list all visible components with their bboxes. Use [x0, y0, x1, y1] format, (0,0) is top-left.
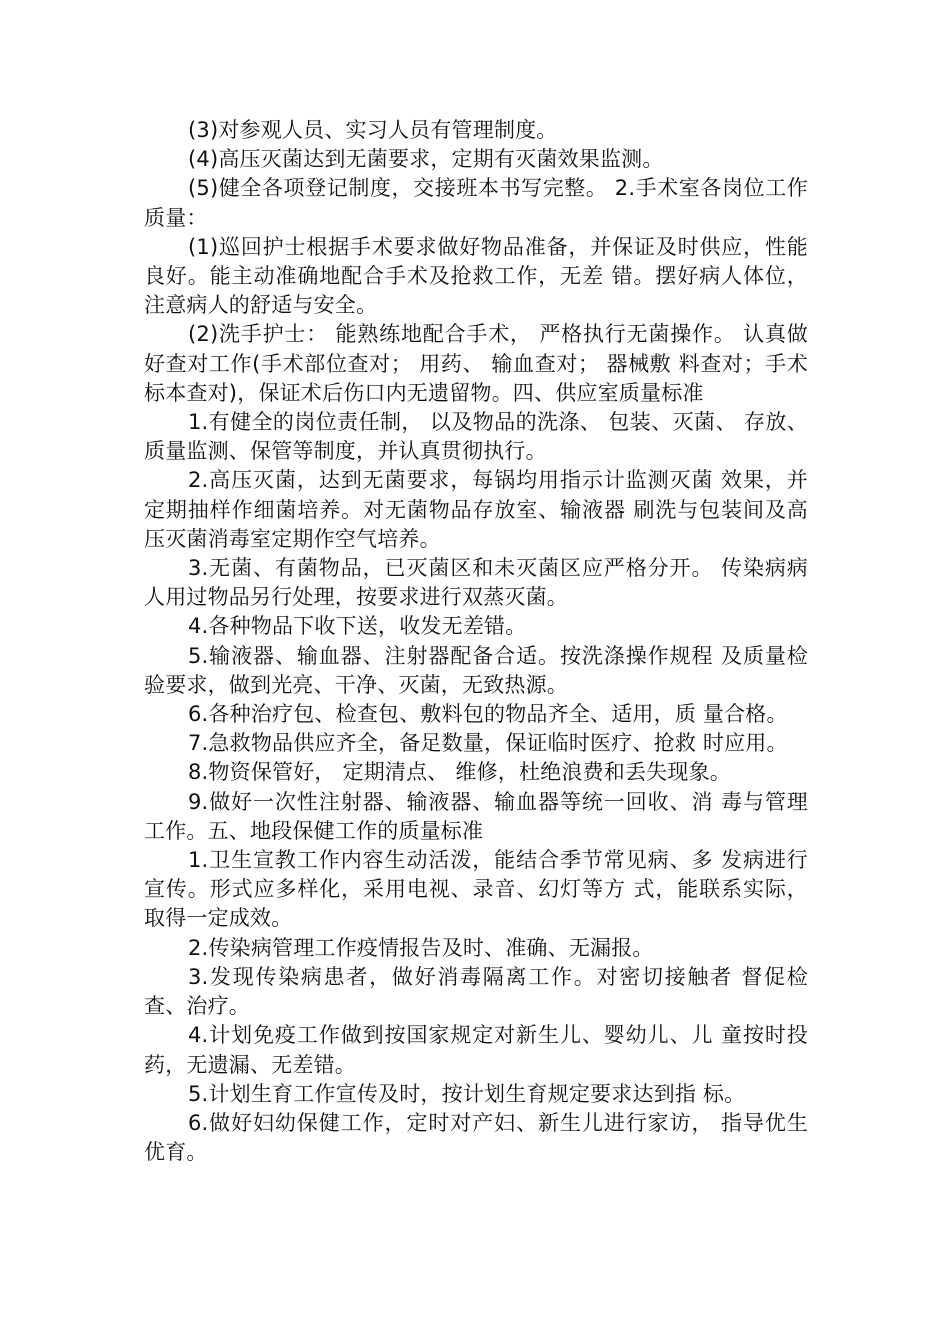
paragraph: 2.高压灭菌，达到无菌要求，每锅均用指示计监测灭菌 效果，并定期抽样作细菌培养。对无菌物品存放室、输液器 刷洗与包装间及高压灭菌消毒室定期作空气培养。 — [144, 468, 808, 551]
paragraph: 3.无菌、有菌物品，已灭菌区和未灭菌区应严格分开。 传染病病人用过物品另行处理，按要求进行双蒸灭菌。 — [144, 556, 808, 610]
paragraph: 2.传染病管理工作疫情报告及时、准确、无漏报。 — [188, 935, 654, 960]
paragraph: 5.输液器、输血器、注射器配备合适。按洗涤操作规程 及质量检验要求，做到光亮、干净、灭菌，无致热源。 — [144, 643, 808, 697]
paragraph: 8.物资保管好， 定期清点、 维修，杜绝浪费和丢失现象。 — [188, 760, 731, 785]
document-body — [144, 116, 808, 1167]
paragraph: 1.有健全的岗位责任制， 以及物品的洗涤、 包装、灭菌、 存放、质量监测、保管等制度，并认真贯彻执行。 — [144, 410, 808, 464]
paragraph: (3)对参观人员、实习人员有管理制度。 — [188, 118, 558, 142]
paragraph: 5.计划生育工作宣传及时，按计划生育规定要求达到指 标。 — [188, 1081, 746, 1106]
paragraph: (4)高压灭菌达到无菌要求，定期有灭菌效果监测。 — [188, 147, 664, 172]
paragraph: 7.急救物品供应齐全，备足数量，保证临时医疗、抢救 时应用。 — [188, 731, 788, 756]
paragraph: (5)健全各项登记制度，交接班本书写完整。 2.手术室各岗位工作质量： — [144, 176, 808, 230]
paragraph: 6.做好妇幼保健工作，定时对产妇、新生儿进行家访， 指导优生优育。 — [144, 1110, 808, 1165]
paragraph: 1.卫生宣教工作内容生动活泼，能结合季节常见病、多 发病进行宣传。形式应多样化，采用电视、录音、幻灯等方 式，能联系实际，取得一定成效。 — [144, 848, 808, 931]
paragraph: 6.各种治疗包、检查包、敷料包的物品齐全、适用，质 量合格。 — [188, 702, 788, 727]
paragraph: (2)洗手护士： 能熟练地配合手术， 严格执行无菌操作。 认真做好查对工作(手术部位查对； 用药、 输血查对； 器械敷 料查对；手术标本查对)，保证术后伤口内无遗留物。四、供应室质量标准 — [144, 322, 808, 405]
paragraph: 9.做好一次性注射器、输液器、输血器等统一回收、消 毒与管理工作。五、地段保健工作的质量标准 — [144, 789, 808, 843]
paragraph: 4.计划免疫工作做到按国家规定对新生儿、婴幼儿、儿 童按时投药，无遗漏、无差错。 — [144, 1023, 808, 1077]
paragraph: 3.发现传染病患者，做好消毒隔离工作。对密切接触者 督促检查、治疗。 — [144, 964, 808, 1019]
paragraph: (1)巡回护士根据手术要求做好物品准备，并保证及时供应，性能良好。能主动准确地配合手术及抢救工作，无差 错。摆好病人体位，注意病人的舒适与安全。 — [144, 234, 808, 318]
paragraph: 4.各种物品下收下送，收发无差错。 — [188, 614, 527, 639]
